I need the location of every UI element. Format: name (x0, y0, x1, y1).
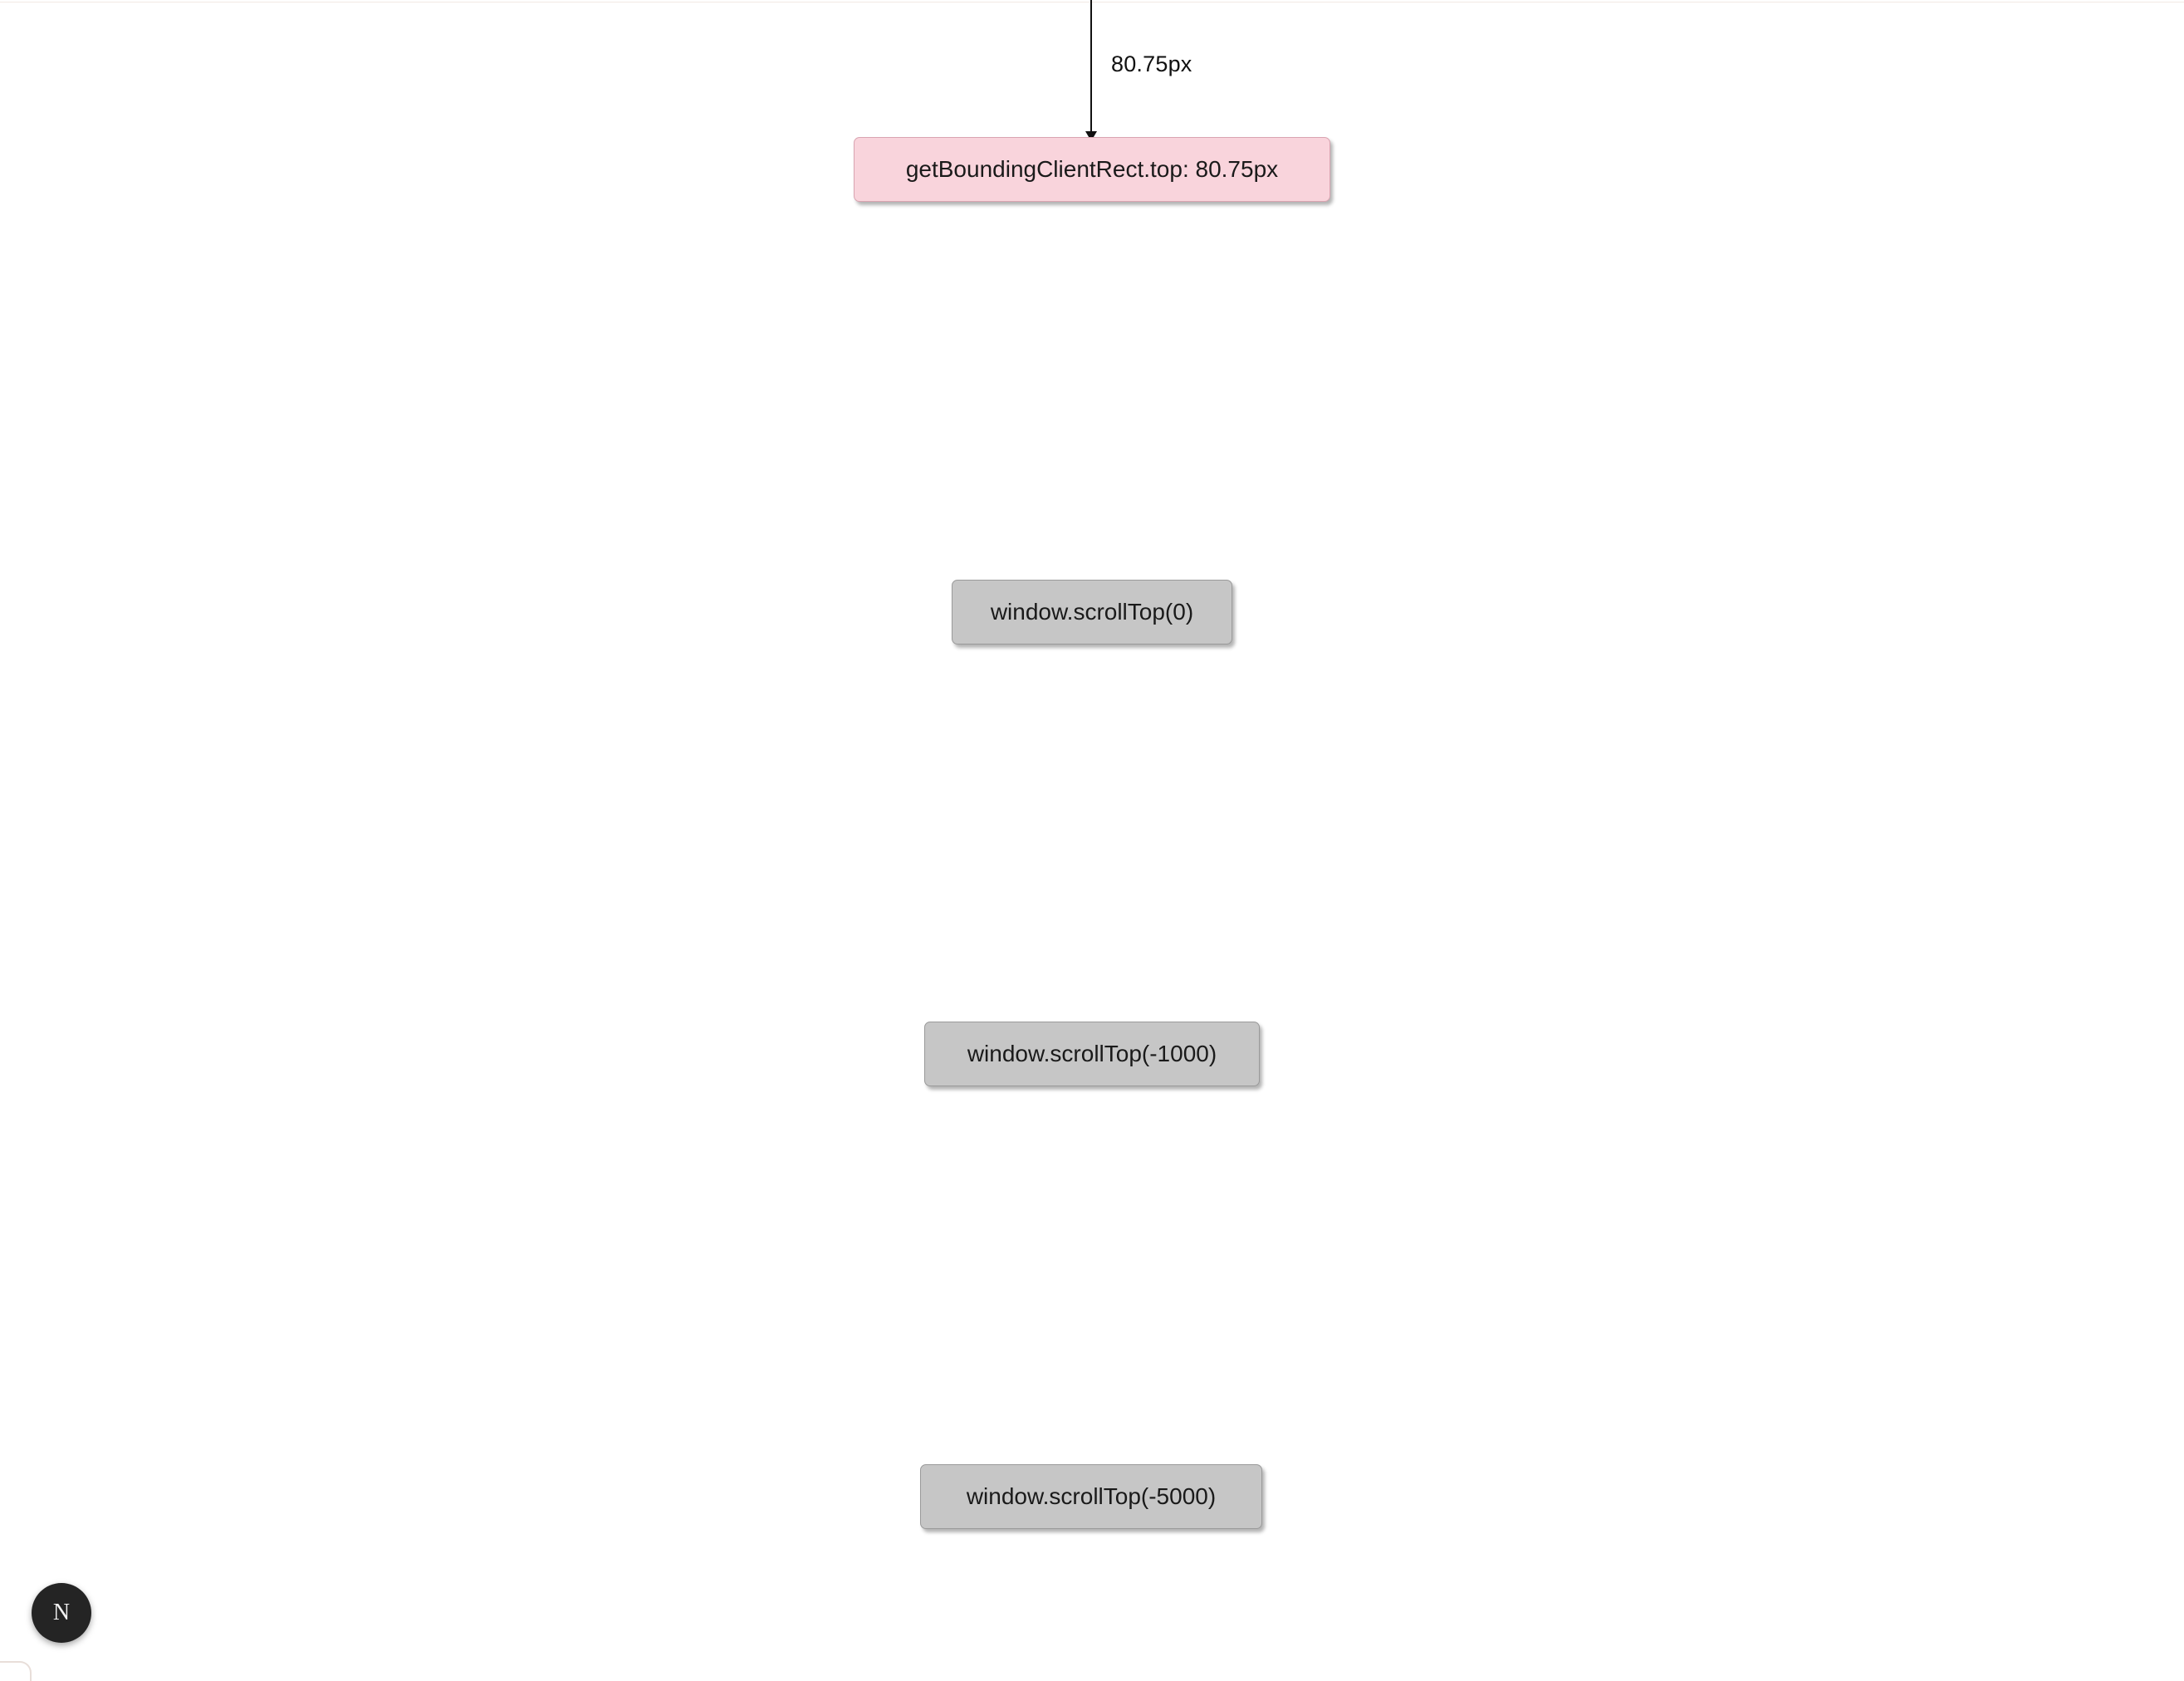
page-corner-curl (0, 1661, 32, 1681)
node-window-scroll-top-minus-1000[interactable] (924, 1022, 1260, 1086)
node-get-bounding-client-rect-top[interactable] (854, 137, 1330, 202)
vertical-measure-arrow (1090, 0, 1092, 133)
node-label: window.scrollTop(-1000) (967, 1041, 1217, 1066)
badge-label: N (52, 1600, 71, 1625)
measure-label: 80.75px (1111, 51, 1192, 76)
node-window-scroll-top-0[interactable] (952, 580, 1232, 644)
node-label: getBoundingClientRect.top: 80.75px (905, 156, 1279, 182)
node-label: window.scrollTop(0) (990, 599, 1194, 625)
node-label: window.scrollTop(-5000) (966, 1483, 1217, 1509)
corner-badge[interactable] (32, 1583, 91, 1643)
node-window-scroll-top-minus-5000[interactable] (920, 1464, 1262, 1529)
